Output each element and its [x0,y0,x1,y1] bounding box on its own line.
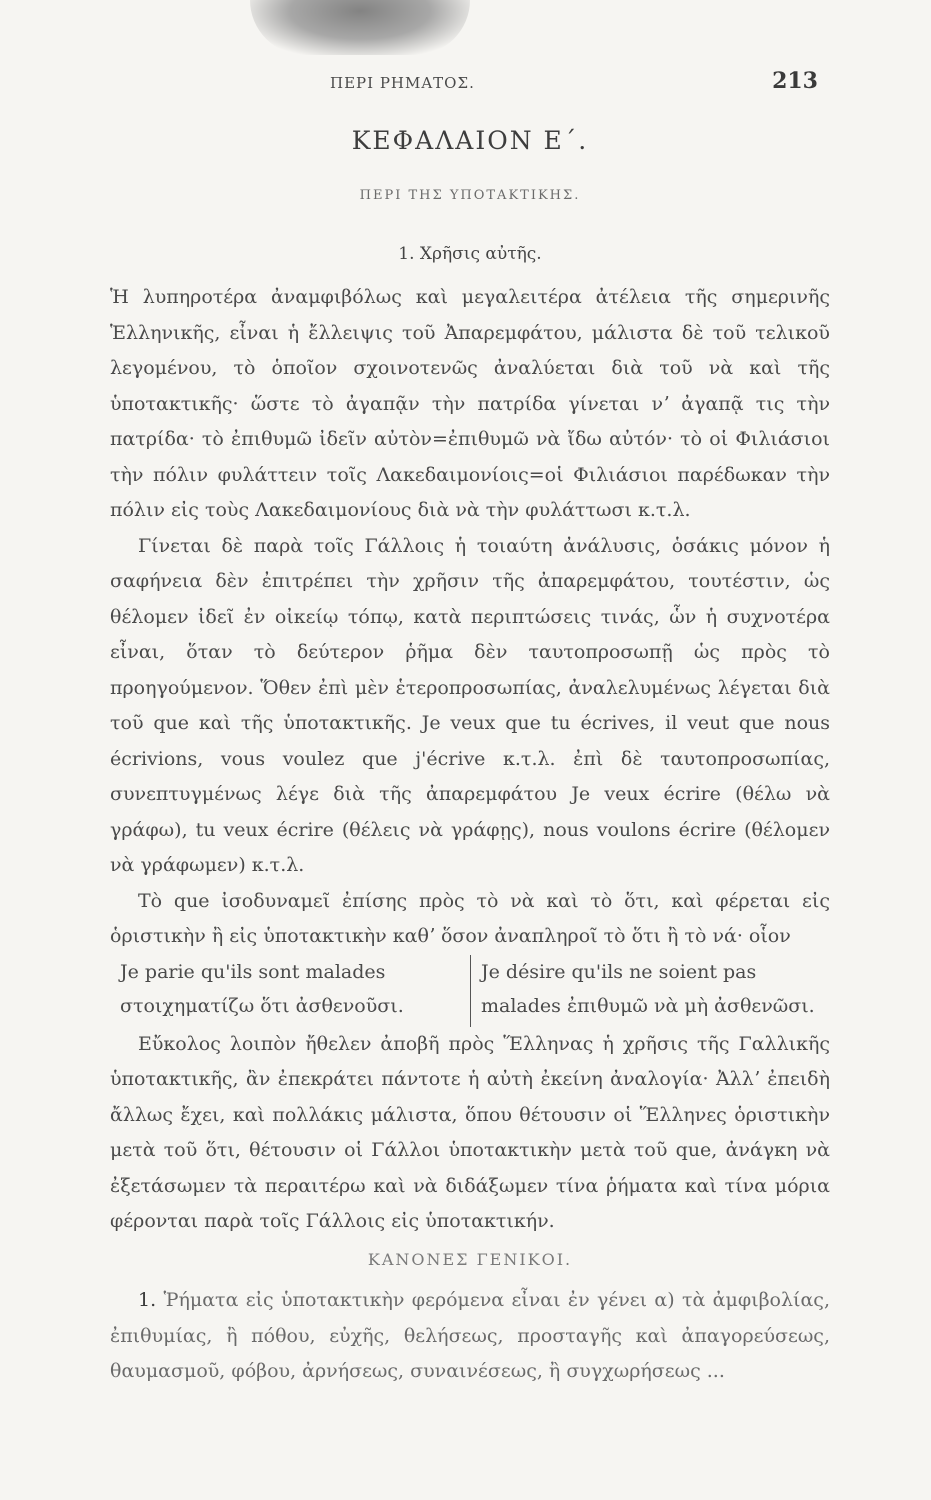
rule-number: 1. [138,1289,157,1311]
body-text [110,280,830,1390]
example-left: Je parie qu'ils sont malades στοιχηματίζω ὅτι ἀσθενοῦσι. [120,960,404,1017]
section-heading: 1. Χρῆσις αὐτῆς. [398,244,542,264]
chapter-title: ΚΕΦΑΛΑΙΟΝ Ε΄. [351,126,589,155]
running-head: ΠΕΡΙ ΡΗΜΑΤΟΣ. [330,74,475,92]
paragraph: Εὔκολος λοιπὸν ἤθελεν ἀποβῆ πρὸς Ἕλληνας ἡ χρῆσις τῆς Γαλλικῆς ὑποτακτικῆς, ἂν ἐπεκράτει πάντοτε ἡ αὐτὴ ἐκείνη ἀναλογία· Ἀλλʼ ἐπειδὴ ἄλλως ἔχει, καὶ πολλάκις μάλιστα, ὅπου θέτουσιν οἱ Ἕλληνες ὁριστικὴν μετὰ τοῦ ὅτι, θέτουσιν οἱ Γάλλοι ὑποτακτικὴν μετὰ τοῦ que, ἀνάγκη νὰ ἐξετάσωμεν τὰ περαιτέρω καὶ νὰ διδάξωμεν τίνα ῥήματα καὶ τίνα μόρια φέρονται παρὰ τοῖς Γάλλοις εἰς ὑποτακτικήν. [110,1032,830,1232]
rule-item [110,1283,830,1390]
example-right: Je désire qu'ils ne soient pas malades ἐπιθυμῶ νὰ μὴ ἀσθενῶσι. [470,955,830,1027]
scan-smudge [250,0,470,55]
book-page [110,62,830,1482]
chapter-subtitle: ΠΕΡΙ ΤΗΣ ΥΠΟΤΑΚΤΙΚΗΣ. [359,188,581,203]
page-number: 213 [772,68,818,94]
paragraph: Γίνεται δὲ παρὰ τοῖς Γάλλοις ἡ τοιαύτη ἀνάλυσις, ὁσάκις μόνον ἡ σαφήνεια δὲν ἐπιτρέπει τὴν χρῆσιν τῆς ἀπαρεμφάτου, τουτέστιν, ὡς θέλομεν ἰδεῖ ἐν οἰκείῳ τόπῳ, κατὰ περιπτώσεις τινάς, ὧν ἡ συχνοτέρα εἶναι, ὅταν τὸ δεύτερον ῥῆμα δὲν ταυτοπροσωπῇ ὡς πρὸς τὸ προηγούμενον. Ὅθεν ἐπὶ μὲν ἑτεροπροσωπίας, ἀναλελυμένως λέγεται διὰ τοῦ que καὶ τῆς ὑποτακτικῆς. Je veux que tu écrives, il veut que nous écrivions, vous voulez que j'écrive κ.τ.λ. ἐπὶ δὲ ταυτοπροσωπίας, συνεπτυγμένως λέγε διὰ τῆς ἀπαρεμφάτου Je veux écrire (θέλω νὰ γράφω), tu veux écrire (θέλεις νὰ γράφῃς), nous voulons écrire (θέλομεν νὰ γράφωμεν) κ.τ.λ. [110,534,830,876]
rules-title: ΚΑΝΟΝΕΣ ΓΕΝΙΚΟΙ. [367,1249,573,1269]
rule-text: Ῥήματα εἰς ὑποτακτικὴν φερόμενα εἶναι ἐν γένει α) τὰ ἀμφιβολίας, ἐπιθυμίας, ἢ πόθου, εὐχῆς, θελήσεως, προσταγῆς καὶ ἀπαγορεύσεως, θαυμασμοῦ, φόβου, ἀρνήσεως, συναινέσεως, ἢ συγχωρήσεως ... [110,1289,830,1382]
paragraph: Ἡ λυπηροτέρα ἀναμφιβόλως καὶ μεγαλειτέρα ἀτέλεια τῆς σημερινῆς Ἑλληνικῆς, εἶναι ἡ ἔλλειψις τοῦ Ἀπαρεμφάτου, μάλιστα δὲ τοῦ τελικοῦ λεγομένου, τὸ ὁποῖον σχοινοτενῶς ἀναλύεται διὰ τοῦ νὰ καὶ τῆς ὑποτακτικῆς· ὥστε τὸ ἀγαπᾷν τὴν πατρίδα γίνεται νʼ ἀγαπᾷ τις τὴν πατρίδα· τὸ ἐπιθυμῶ ἰδεῖν αὐτὸν=ἐπιθυμῶ νὰ ἴδω αὐτόν· τὸ οἱ Φιλιάσιοι τὴν πόλιν φυλάττειν τοῖς Λακεδαιμονίοις=οἱ Φιλιάσιοι παρέδωκαν τὴν πόλιν εἰς τοὺς Λακεδαιμονίους διὰ νὰ τὴν φυλάττωσι κ.τ.λ. [110,286,830,521]
example-columns [110,955,830,1027]
paragraph: Τὸ que ἰσοδυναμεῖ ἐπίσης πρὸς τὸ νὰ καὶ τὸ ὅτι, καὶ φέρεται εἰς ὁριστικὴν ἢ εἰς ὑποτακτικὴν καθʼ ὅσον ἀναπληροῖ τὸ ὅτι ἢ τὸ νά· οἷον [110,889,830,947]
